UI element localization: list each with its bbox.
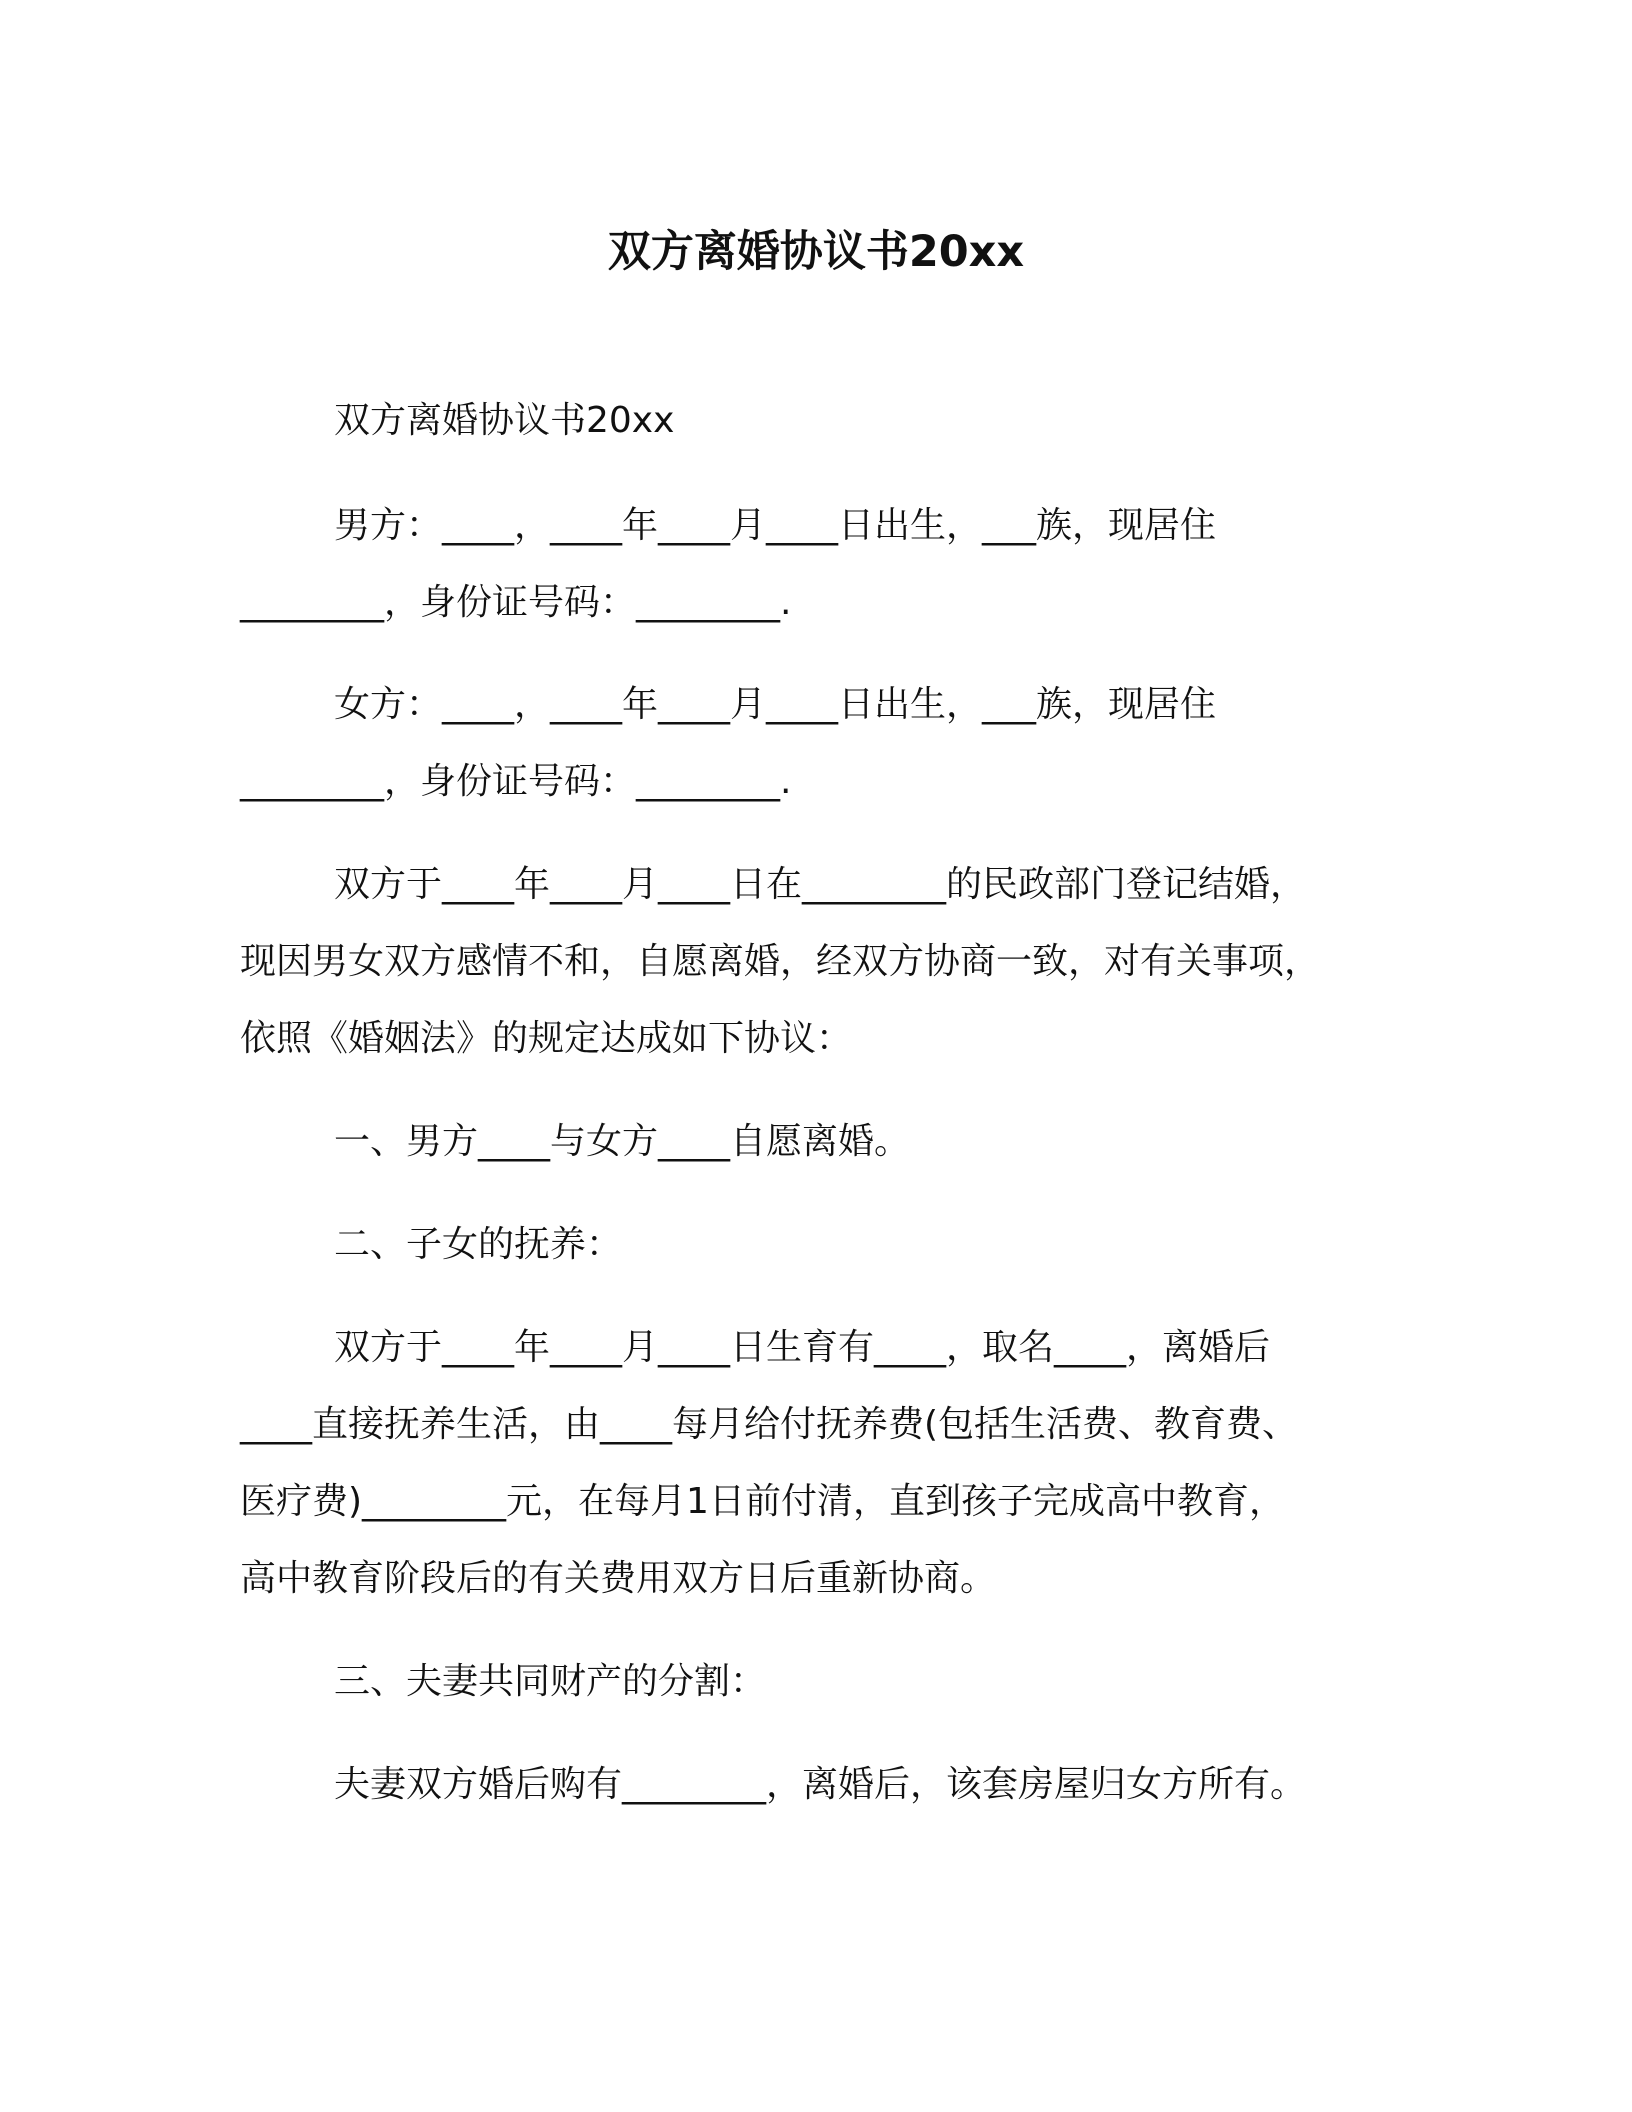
clause-3-line-1: 夫妻双方婚后购有________，离婚后，该套房屋归女方所有。 [334, 1764, 1307, 1805]
document-title: 双方离婚协议书20xx [607, 227, 1025, 277]
woman-info-line-2: ________，身份证号码：________. [240, 761, 792, 802]
woman-info-line-1: 女方：____，____年____月____日出生，___族，现居住 [334, 684, 1217, 725]
man-info-line-1: 男方：____，____年____月____日出生，___族，现居住 [334, 505, 1217, 546]
clause-2-heading: 二、子女的抚养： [334, 1224, 623, 1265]
clause-3-heading: 三、夫妻共同财产的分割： [334, 1661, 767, 1702]
marriage-paragraph-line-2: 现因男女双方感情不和，自愿离婚，经双方协商一致，对有关事项， [240, 941, 1321, 982]
subtitle: 双方离婚协议书20xx [334, 400, 675, 441]
marriage-paragraph-line-3: 依照《婚姻法》的规定达成如下协议： [240, 1018, 853, 1059]
clause-1: 一、男方____与女方____自愿离婚。 [334, 1121, 911, 1162]
clause-2-line-1: 双方于____年____月____日生育有____，取名____，离婚后 [334, 1327, 1271, 1368]
clause-2-line-2: ____直接抚养生活，由____每月给付抚养费(包括生活费、教育费、 [240, 1404, 1299, 1445]
clause-2-line-4: 高中教育阶段后的有关费用双方日后重新协商。 [240, 1558, 997, 1599]
marriage-paragraph-line-1: 双方于____年____月____日在________的民政部门登记结婚， [334, 864, 1307, 905]
clause-2-line-3: 医疗费)________元，在每月1日前付清，直到孩子完成高中教育， [240, 1481, 1285, 1522]
man-info-line-2: ________，身份证号码：________. [240, 582, 792, 623]
